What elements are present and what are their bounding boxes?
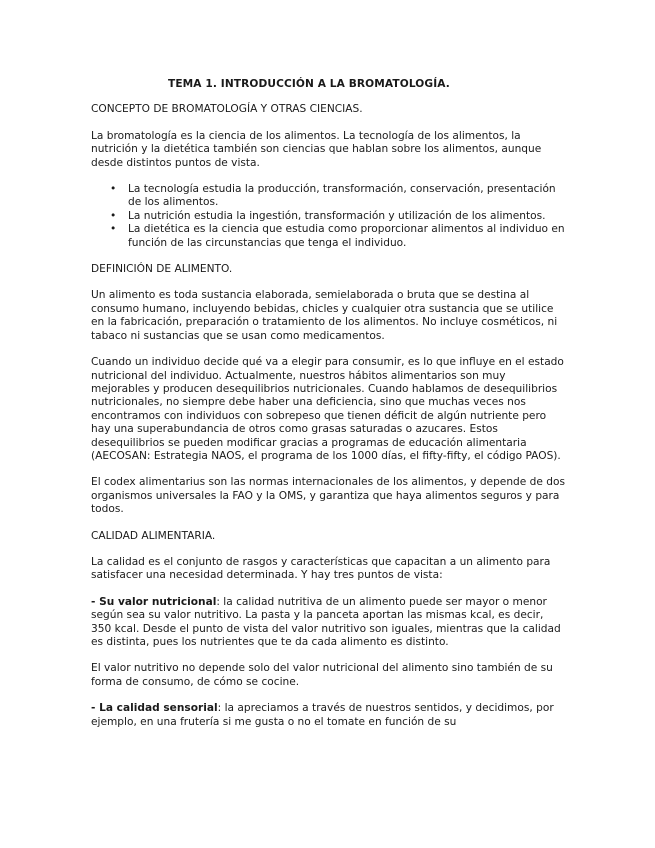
section-heading-concepto: CONCEPTO DE BROMATOLOGÍA Y OTRAS CIENCIAS. [91, 103, 363, 116]
page-title: TEMA 1. INTRODUCCIÓN A LA BROMATOLOGÍA. [168, 78, 450, 90]
section-heading-calidad: CALIDAD ALIMENTARIA. [91, 529, 216, 542]
list-item: • La nutrición estudia la ingestión, transformación y utilización de los alimentos. [91, 210, 566, 223]
paragraph-calidad: La calidad es el conjunto de rasgos y características que capacitan a un alimento para satisfacer una necesidad determinada. Y hay tres puntos de vista: [91, 555, 551, 582]
dash-prefix: - [91, 595, 100, 608]
paragraph-bromatologia: La bromatología es la ciencia de los alimentos. La tecnología de los alimentos, la nutrición y la dietética también son ciencias que hablan sobre los alimentos, aunque desde distintos puntos de vista. [91, 129, 542, 169]
paragraph-desequilibrios: Cuando un individuo decide qué va a elegir para consumir, es lo que influye en el estado nutricional del individuo. Actualmente, nuestros hábitos alimentarios son muy mejorables y producen desequilibrios nutricionales. Cuando hablamos de desequilibrios nutricionales, no siempre debe haber una deficiencia, sino que muchas veces nos encontramos con individuos con sobrepeso que tienen déficit de algún nutriente pero hay una superabundancia de otros como grasas saturadas o azucares. Estos desequilibrios se pueden modificar gracias a programas de educación alimentaria (AECOSAN: Estrategia NAOS, el programa de los 1000 días, el fifty-fifty, el código PAOS). [91, 356, 564, 462]
document-body [91, 78, 566, 742]
paragraph-calidad-sensorial [91, 702, 566, 729]
list-item: • La tecnología estudia la producción, transformación, conservación, presentación de los alimentos. [91, 183, 566, 210]
bold-term-valor-nutricional: Su valor nutricional [99, 595, 217, 608]
list-item: • La dietética es la ciencia que estudia como proporcionar alimentos al individuo en función de las circunstancias que tenga el individuo. [91, 223, 566, 250]
bold-term-calidad-sensorial: La calidad sensorial [99, 702, 218, 715]
paragraph-alimento: Un alimento es toda sustancia elaborada, semielaborada o bruta que se destina al consumo humano, incluyendo bebidas, chicles y cualquier otra sustancia que se utilice en la fabricación, preparación o tratamiento de los alimentos. No incluye cosméticos, ni tabaco ni sustancias que se usan como medicamentos. [91, 289, 558, 342]
paragraph-valor-nutritivo: El valor nutritivo no depende solo del valor nutricional del alimento sino también de su forma de consumo, de cómo se cocine. [91, 662, 553, 688]
dash-prefix: - [91, 702, 100, 715]
paragraph-codex: El codex alimentarius son las normas internacionales de los alimentos, y depende de dos organismos universales la FAO y la OMS, y garantiza que haya alimentos seguros y para todos. [91, 476, 565, 516]
paragraph-text: : la calidad nutritiva de un alimento puede ser mayor o menor según sea su valor nutritivo. La pasta y la panceta aportan las mismas kcal, es decir, 350 kcal. Desde el punto de vista del valor nutritivo son iguales, mientras que la calidad es distinta, pues los nutrientes que te da cada alimento es distinto. [91, 595, 561, 648]
bullet-list [91, 183, 566, 250]
paragraph-valor-nutricional [91, 596, 566, 650]
section-heading-definicion: DEFINICIÓN DE ALIMENTO. [91, 263, 233, 276]
paragraph-text: : la apreciamos a través de nuestros sentidos, y decidimos, por ejemplo, en una frutería si me gusta o no el tomate en función de su [91, 702, 554, 728]
